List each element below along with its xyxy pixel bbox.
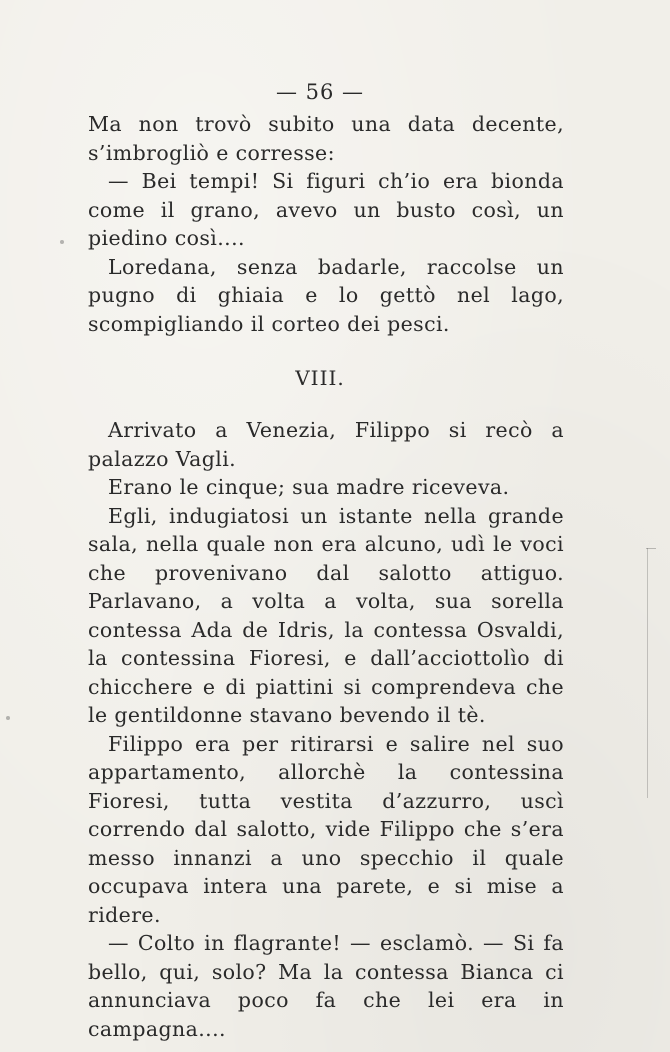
paragraph: Egli, indugiatosi un istante nella grande sala, nella quale non era alcuno, udì le voci che provenivano dal salotto attiguo. Parlavano, a volta a volta, sua sorella contessa Ada de Idris, la contessa Osvaldi, la contessina Fioresi, e dall’acciottolìo di chicchere e di piattini si comprendeva che le gentildonne stavano bevendo il tè. [88, 503, 564, 727]
speck [6, 716, 10, 720]
paragraph: Arrivato a Venezia, Filippo si recò a palazzo Vagli. [88, 418, 564, 471]
text-block-bottom [88, 416, 564, 1043]
paragraph: — Bei tempi! Si figuri ch’io era bionda come il grano, avevo un busto così, un piedino così.... [88, 169, 564, 250]
page-number: — 56 — [275, 80, 365, 104]
paragraph: Erano le cinque; sua madre riceveva. [108, 475, 510, 499]
chapter-heading: VIII. [295, 366, 345, 390]
text-block-top [88, 110, 564, 338]
speck [60, 240, 64, 244]
paragraph: Filippo era per ritirarsi e salire nel suo appartamento, allorchè la contessina Fioresi, tutta vestita d’azzurro, uscì correndo dal salotto, vide Filippo che s’era messo innanzi a uno specchio il quale occupava intera una parete, e si mise a ridere. [88, 731, 564, 927]
paragraph: Ma non trovò subito una data decente, s’imbrogliò e corresse: [88, 112, 564, 165]
paragraph: — Colto in flagrante! — esclamò. — Si fa bello, qui, solo? Ma la contessa Bianca ci annunciava poco fa che lei era in campagna.... [88, 931, 564, 1041]
paragraph: Loredana, senza badarle, raccolse un pugno di ghiaia e lo gettò nel lago, scompigliando il corteo dei pesci. [88, 254, 564, 336]
margin-mark [647, 548, 658, 798]
